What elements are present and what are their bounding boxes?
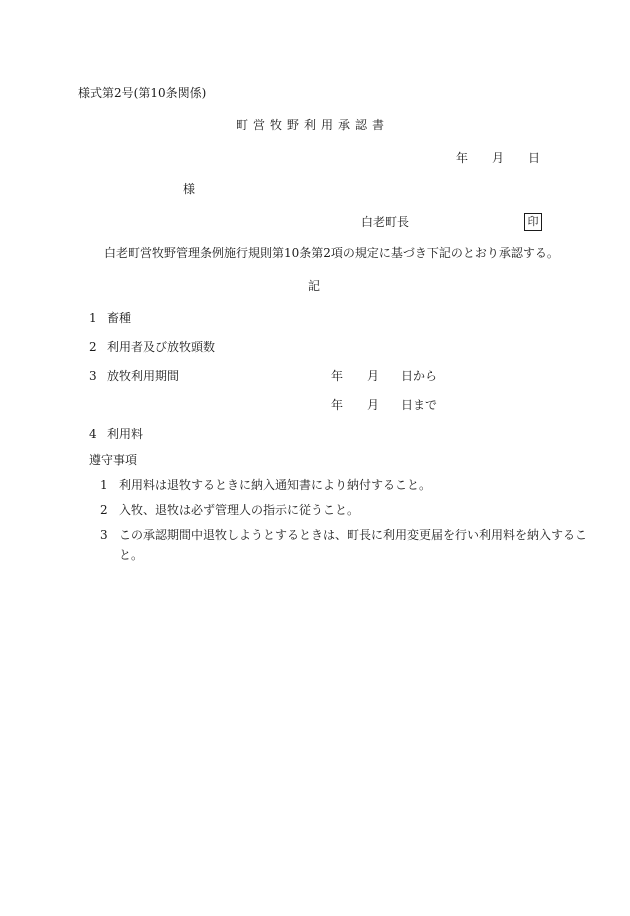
period-from-year: 年 <box>331 369 344 383</box>
item-label: 畜種 <box>107 311 132 325</box>
period-from-day: 日から <box>401 369 438 383</box>
period-to-month: 月 <box>367 398 380 412</box>
item-label: 利用料 <box>107 427 144 441</box>
item-number: 2 <box>89 340 97 354</box>
rule-text: この承認期間中退牧しようとするときは、町長に利用変更届を行い利用料を納入すること。 <box>119 528 588 562</box>
rule-text: 入牧、退牧は必ず管理人の指示に従うこと。 <box>119 503 360 517</box>
rules-heading: 遵守事項 <box>89 453 138 467</box>
item-number: 1 <box>89 311 97 325</box>
seal-mark: 印 <box>524 213 542 231</box>
period-to-day: 日まで <box>401 398 438 412</box>
date-day: 日 <box>528 151 541 165</box>
issuer-name: 白老町長 <box>361 215 410 229</box>
form-number: 様式第2号(第10条関係) <box>78 86 207 100</box>
date-year: 年 <box>456 151 469 165</box>
rule-text: 利用料は退牧するときに納入通知書により納付すること。 <box>119 478 432 492</box>
item-label: 利用者及び放牧頭数 <box>107 340 216 354</box>
period-from-month: 月 <box>367 369 380 383</box>
date-month: 月 <box>492 151 505 165</box>
item-label: 放牧利用期間 <box>107 369 180 383</box>
ki-marker: 記 <box>308 279 321 293</box>
rule-number: 1 <box>100 478 108 492</box>
addressee-suffix: 様 <box>183 182 196 196</box>
period-to-year: 年 <box>331 398 344 412</box>
item-number: 3 <box>89 369 97 383</box>
document-title: 町営牧野利用承認書 <box>236 118 390 132</box>
item-number: 4 <box>89 427 97 441</box>
intro-text: 白老町営牧野管理条例施行規則第10条第2項の規定に基づき下記のとおり承認する。 <box>104 246 559 260</box>
rule-number: 2 <box>100 503 108 517</box>
rule-number: 3 <box>100 528 108 542</box>
